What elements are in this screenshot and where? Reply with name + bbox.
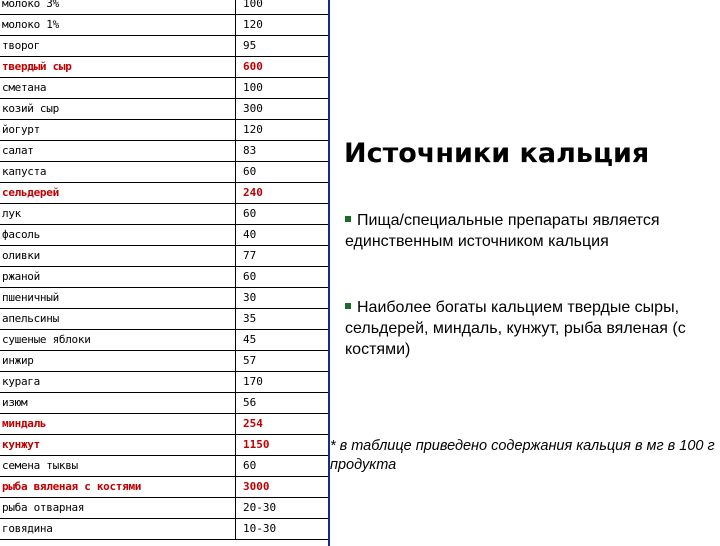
column-divider: [235, 435, 236, 455]
calcium-table: [0, 0, 330, 546]
table-row: [0, 162, 328, 183]
product-name: сметана: [2, 81, 47, 94]
table-row: [0, 57, 328, 78]
table-row: [0, 393, 328, 414]
column-divider: [235, 267, 236, 287]
column-divider: [235, 36, 236, 56]
table-row: [0, 309, 328, 330]
column-divider: [235, 0, 236, 14]
column-divider: [235, 162, 236, 182]
table-row: [0, 456, 328, 477]
calcium-value: 35: [243, 312, 257, 325]
column-divider: [235, 183, 236, 203]
calcium-value: 56: [243, 396, 257, 409]
table-row: [0, 225, 328, 246]
calcium-value: 10-30: [243, 522, 277, 535]
calcium-value: 120: [243, 18, 263, 31]
table-row: [0, 519, 328, 540]
bullet-marker-icon: [345, 216, 351, 222]
product-name: капуста: [2, 165, 47, 178]
calcium-value: 170: [243, 375, 263, 388]
calcium-value: 40: [243, 228, 257, 241]
column-divider: [235, 15, 236, 35]
table-row: [0, 372, 328, 393]
table-row: [0, 36, 328, 57]
table-row: [0, 477, 328, 498]
table-row: [0, 414, 328, 435]
table-row: [0, 351, 328, 372]
bullet-2: [345, 297, 695, 360]
calcium-value: 1150: [243, 438, 270, 451]
footnote: * в таблице приведено содержания кальция в мг в 100 г продукта: [330, 438, 715, 473]
bullet-1: [345, 210, 695, 252]
product-name: рыба вяленая с костями: [2, 480, 142, 493]
bullet-2-text: Наиболее богаты кальцием твердые сыры, сельдерей, миндаль, кунжут, рыба вяленая (с костями): [345, 299, 686, 358]
product-name: салат: [2, 144, 34, 157]
calcium-value: 240: [243, 186, 263, 199]
calcium-value: 83: [243, 144, 257, 157]
calcium-value: 95: [243, 39, 257, 52]
column-divider: [235, 204, 236, 224]
table-row: [0, 204, 328, 225]
column-divider: [235, 141, 236, 161]
table-row: [0, 183, 328, 204]
calcium-value: 60: [243, 207, 257, 220]
column-divider: [235, 78, 236, 98]
column-divider: [235, 57, 236, 77]
table-row: [0, 330, 328, 351]
table-row: [0, 288, 328, 309]
product-name: творог: [2, 39, 40, 52]
product-name: молоко 1%: [2, 18, 59, 31]
column-divider: [235, 225, 236, 245]
column-divider: [235, 330, 236, 350]
product-name: сельдерей: [2, 186, 59, 199]
calcium-value: 300: [243, 102, 263, 115]
column-divider: [235, 477, 236, 497]
column-divider: [235, 246, 236, 266]
product-name: лук: [2, 207, 21, 220]
table-row: [0, 15, 328, 36]
product-name: курага: [2, 375, 40, 388]
product-name: изюм: [2, 396, 28, 409]
column-divider: [235, 351, 236, 371]
column-divider: [235, 414, 236, 434]
calcium-value: 120: [243, 123, 263, 136]
column-divider: [235, 288, 236, 308]
calcium-value: 60: [243, 270, 257, 283]
calcium-value: 77: [243, 249, 257, 262]
product-name: миндаль: [2, 417, 47, 430]
bullet-1-text: Пища/специальные препараты является единственным источником кальция: [345, 212, 660, 250]
product-name: сушеные яблоки: [2, 333, 91, 346]
product-name: пшеничный: [2, 291, 59, 304]
product-name: фасоль: [2, 228, 40, 241]
calcium-value: 60: [243, 165, 257, 178]
calcium-value: 3000: [243, 480, 270, 493]
calcium-value: 254: [243, 417, 263, 430]
table-row: [0, 120, 328, 141]
table-row: [0, 267, 328, 288]
product-name: рыба отварная: [2, 501, 85, 514]
bullet-marker-icon: [345, 303, 351, 309]
column-divider: [235, 456, 236, 476]
calcium-value: 600: [243, 60, 263, 73]
column-divider: [235, 393, 236, 413]
calcium-value: 100: [243, 0, 263, 10]
calcium-value: 30: [243, 291, 257, 304]
product-name: твердый сыр: [2, 60, 72, 73]
product-name: козий сыр: [2, 102, 59, 115]
column-divider: [235, 372, 236, 392]
table-row: [0, 246, 328, 267]
column-divider: [235, 309, 236, 329]
product-name: семена тыквы: [2, 459, 78, 472]
column-divider: [235, 519, 236, 539]
product-name: апельсины: [2, 312, 59, 325]
calcium-value: 60: [243, 459, 257, 472]
table-row: [0, 498, 328, 519]
calcium-value: 100: [243, 81, 263, 94]
product-name: кунжут: [2, 438, 40, 451]
table-row: [0, 0, 328, 15]
product-name: йогурт: [2, 123, 40, 136]
product-name: молоко 3%: [2, 0, 59, 10]
table-row: [0, 78, 328, 99]
calcium-value: 20-30: [243, 501, 277, 514]
product-name: ржаной: [2, 270, 40, 283]
table-row: [0, 99, 328, 120]
product-name: говядина: [2, 522, 53, 535]
table-row: [0, 141, 328, 162]
column-divider: [235, 498, 236, 518]
slide-title: Источники кальция: [344, 138, 650, 169]
product-name: инжир: [2, 354, 34, 367]
product-name: оливки: [2, 249, 40, 262]
calcium-value: 45: [243, 333, 257, 346]
column-divider: [235, 120, 236, 140]
calcium-value: 57: [243, 354, 257, 367]
column-divider: [235, 99, 236, 119]
table-row: [0, 435, 328, 456]
